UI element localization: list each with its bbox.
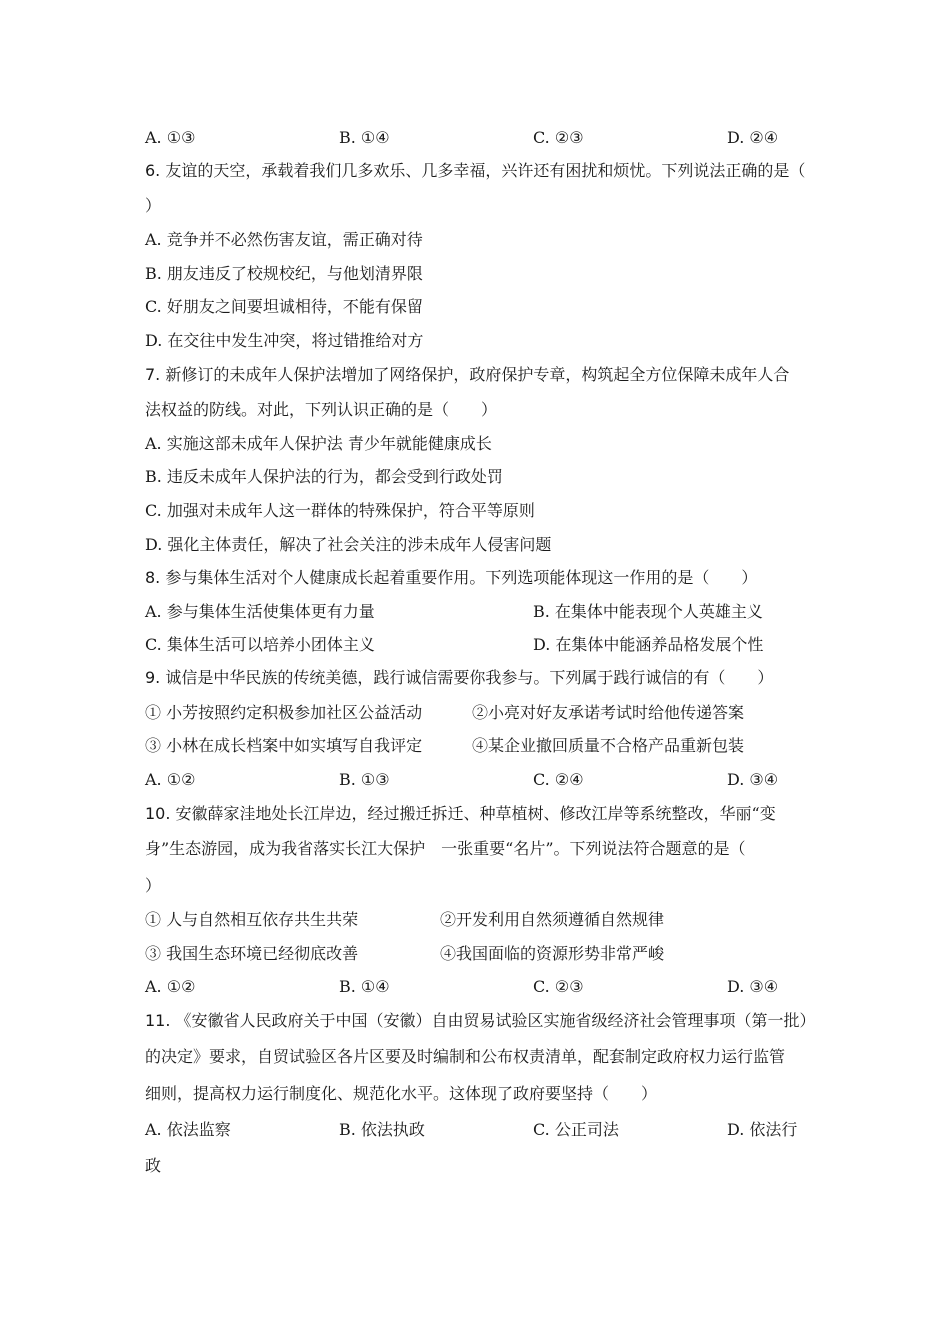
q8-option-b: B. 在集体中能表现个人英雄主义	[533, 602, 763, 621]
q9-stem-text: 诚信是中华民族的传统美德，践行诚信需要你我参与。下列属于践行诚信的有（ ）	[165, 668, 774, 687]
q6-option-b: B. 朋友违反了校规校纪，与他划清界限	[145, 264, 423, 283]
q8-stem-line1	[145, 568, 757, 588]
q6-option-d: D. 在交往中发生冲突，将过错推给对方	[145, 331, 424, 350]
q10-stem-line3: ）	[145, 876, 162, 895]
q11-stem-line1	[145, 1011, 816, 1031]
q6-stem-line1	[145, 161, 805, 181]
q9-item-4: ④某企业撤回质量不合格产品重新包装	[472, 736, 745, 755]
q10-stem-line1	[145, 804, 776, 824]
q5-option-c: C. ②③	[533, 128, 584, 147]
q11-stem-text: 《安徽省人民政府关于中国（安徽）自由贸易试验区实施省级经济社会管理事项（第一批）	[175, 1011, 816, 1030]
q6-number: 6.	[145, 161, 161, 180]
q7-stem-line2: 法权益的防线。对此，下列认识正确的是（ ）	[145, 400, 498, 419]
q9-option-a: A. ①②	[145, 770, 196, 789]
q7-option-b: B. 违反未成年人保护法的行为，都会受到行政处罚	[145, 467, 503, 486]
q6-stem-text: 友谊的天空，承载着我们几多欢乐、几多幸福，兴许还有困扰和烦忧。下列说法正确的是（	[165, 161, 806, 180]
q8-option-a: A. 参与集体生活使集体更有力量	[145, 602, 375, 621]
q6-stem-line2: ）	[145, 196, 162, 215]
q8-option-c: C. 集体生活可以培养小团体主义	[145, 635, 375, 654]
q10-option-c: C. ②③	[533, 977, 584, 996]
q5-option-a: A. ①③	[145, 128, 196, 147]
q8-stem-text: 参与集体生活对个人健康成长起着重要作用。下列选项能体现这一作用的是（ ）	[165, 568, 758, 587]
q8-number: 8.	[145, 568, 161, 587]
q7-option-c: C. 加强对未成年人这一群体的特殊保护，符合平等原则	[145, 501, 535, 520]
q9-item-1: ① 小芳按照约定积极参加社区公益活动	[145, 703, 423, 722]
q8-option-d: D. 在集体中能涵养品格发展个性	[533, 635, 764, 654]
q7-stem-line1	[145, 365, 789, 385]
q10-option-b: B. ①④	[339, 977, 390, 996]
q9-option-c: C. ②④	[533, 770, 584, 789]
q6-option-c: C. 好朋友之间要坦诚相待，不能有保留	[145, 297, 423, 316]
q10-number: 10.	[145, 804, 171, 823]
q5-option-b: B. ①④	[339, 128, 390, 147]
q10-stem-text: 安徽薛家洼地处长江岸边，经过搬迁拆迁、种草植树、修改江岸等系统整改，华丽“变	[175, 804, 776, 823]
q5-option-d: D. ②④	[727, 128, 779, 147]
q7-stem-text: 新修订的未成年人保护法增加了网络保护，政府保护专章，构筑起全方位保障未成年人合	[165, 365, 790, 384]
q11-option-c: C. 公正司法	[533, 1120, 619, 1139]
q9-option-b: B. ①③	[339, 770, 390, 789]
q11-number: 11.	[145, 1011, 171, 1030]
q6-option-a: A. 竞争并不必然伤害友谊，需正确对待	[145, 230, 423, 249]
q11-option-b: B. 依法执政	[339, 1120, 425, 1139]
q9-item-2: ②小亮对好友承诺考试时给他传递答案	[472, 703, 745, 722]
q10-item-3: ③ 我国生态环境已经彻底改善	[145, 944, 359, 963]
q7-option-a: A. 实施这部未成年人保护法 青少年就能健康成长	[145, 434, 492, 453]
q11-stem-line3: 细则，提高权力运行制度化、规范化水平。这体现了政府要坚持（ ）	[145, 1084, 658, 1103]
q10-item-2: ②开发利用自然须遵循自然规律	[440, 910, 665, 929]
q9-option-d: D. ③④	[727, 770, 779, 789]
q7-option-d: D. 强化主体责任，解决了社会关注的涉未成年人侵害问题	[145, 535, 552, 554]
q11-option-d: D. 依法行	[727, 1120, 798, 1139]
q10-option-a: A. ①②	[145, 977, 196, 996]
q11-option-d-wrap: 政	[145, 1156, 162, 1175]
q9-stem-line1	[145, 668, 773, 688]
q10-stem-line2: 身”生态游园，成为我省落实长江大保护 一张重要“名片”。下列说法符合题意的是（	[145, 839, 746, 858]
q11-stem-line2: 的决定》要求，自贸试验区各片区要及时编制和公布权责清单，配套制定政府权力运行监管	[145, 1047, 786, 1066]
q10-option-d: D. ③④	[727, 977, 779, 996]
q7-number: 7.	[145, 365, 161, 384]
q9-number: 9.	[145, 668, 161, 687]
q11-option-a: A. 依法监察	[145, 1120, 231, 1139]
q10-item-1: ① 人与自然相互依存共生共荣	[145, 910, 359, 929]
q9-item-3: ③ 小林在成长档案中如实填写自我评定	[145, 736, 423, 755]
q10-item-4: ④我国面临的资源形势非常严峻	[440, 944, 665, 963]
